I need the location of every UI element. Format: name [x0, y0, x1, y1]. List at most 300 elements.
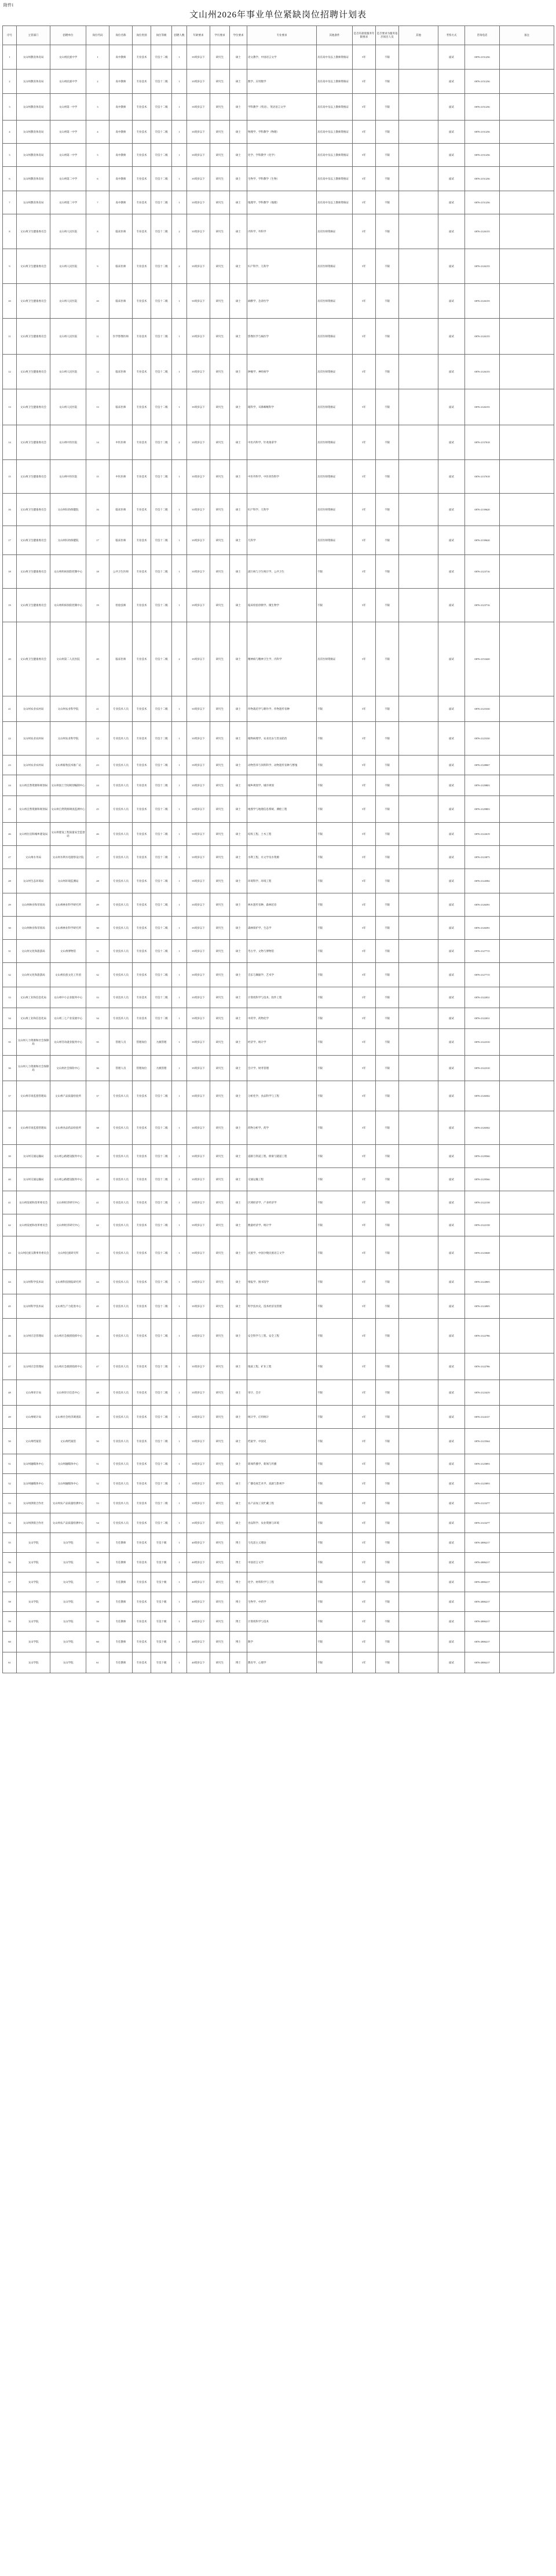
table-cell: 专技十二级	[151, 1474, 172, 1494]
table-cell: 5年	[353, 45, 376, 70]
table-cell: 专业技术人员	[109, 1191, 133, 1214]
column-header: 主管部门	[17, 26, 50, 45]
table-cell: 硕士	[230, 70, 247, 94]
table-cell: 科学技术史、技术经济及管理	[247, 1294, 317, 1319]
table-cell: 文山州自然资源和规划局	[17, 775, 50, 796]
table-cell: 35周岁以下	[187, 696, 210, 722]
table-cell: 高中教师	[109, 45, 133, 70]
table-cell: 文山州卫生健康委员会	[17, 622, 50, 696]
table-cell: 不限	[376, 823, 399, 846]
table-cell	[399, 214, 438, 249]
table-cell: 临床医师	[109, 249, 133, 284]
table-cell: 35周岁以下	[187, 1429, 210, 1454]
table-cell: 5年	[353, 526, 376, 555]
column-header: 学历要求	[210, 26, 230, 45]
table-cell: 不限	[376, 1319, 399, 1353]
table-cell: 专业技术	[133, 823, 151, 846]
table-cell: 不限	[376, 45, 399, 70]
table-cell: 文山州人民医院	[50, 249, 86, 284]
table-cell: 5年	[353, 869, 376, 893]
table-cell: 35周岁以下	[187, 1214, 210, 1236]
table-cell: 29	[3, 893, 17, 917]
table-cell: 1	[172, 460, 187, 494]
table-cell	[399, 355, 438, 389]
table-cell: 36	[3, 1056, 17, 1081]
table-cell: 0876-2139620	[465, 526, 500, 555]
table-cell	[500, 555, 554, 589]
table-body	[3, 45, 554, 1673]
table-cell: 不限	[317, 1191, 353, 1214]
table-cell: 专业技术人员	[109, 722, 133, 756]
table-cell: 38	[3, 1111, 17, 1145]
table-cell: 专技十二级	[151, 494, 172, 526]
table-cell: 中医外科学、中医骨伤科学	[247, 460, 317, 494]
table-cell: 44	[86, 1270, 109, 1294]
table-cell: 18	[3, 555, 17, 589]
table-cell: 研究生	[210, 94, 230, 121]
table-cell: 0876-2139620	[465, 494, 500, 526]
table-cell: 0876-2126155	[465, 214, 500, 249]
table-cell: 管理岗位	[133, 1056, 151, 1081]
table-cell: 专业技术	[133, 214, 151, 249]
table-cell: 不限	[317, 893, 353, 917]
table-cell: 文山州农业农村局	[17, 756, 50, 775]
table-cell: 生物学、学科教学（生物）	[247, 167, 317, 191]
table-cell: 具有医师资格证	[317, 355, 353, 389]
table-cell: 研究生	[210, 121, 230, 144]
table-cell	[399, 1081, 438, 1111]
table-cell: 专技十级	[151, 1572, 172, 1592]
table-cell: 5年	[353, 1533, 376, 1553]
table-cell: 专技十二级	[151, 460, 172, 494]
table-cell	[399, 167, 438, 191]
table-cell: 精神病与精神卫生学、内科学	[247, 622, 317, 696]
table-cell: 1	[172, 917, 187, 940]
table-cell: 专任教师	[109, 1612, 133, 1632]
table-cell: 面试	[438, 1612, 465, 1632]
table-cell: 0876-2126502	[465, 1111, 500, 1145]
table-cell: 35周岁以下	[187, 1494, 210, 1513]
table-cell: 文山学院	[17, 1533, 50, 1553]
table-cell: 文山州农产品质量检测中心	[50, 1494, 86, 1513]
table-cell: 59	[3, 1612, 17, 1632]
table-row	[3, 1494, 554, 1513]
table-cell	[500, 796, 554, 823]
table-cell: 5年	[353, 1572, 376, 1592]
table-cell: 不限	[376, 1056, 399, 1081]
table-cell: 不限	[317, 1081, 353, 1111]
table-cell: 5	[3, 144, 17, 167]
table-cell: 研究生	[210, 1592, 230, 1612]
table-cell: 硕士	[230, 555, 247, 589]
table-cell: 40周岁以下	[187, 1572, 210, 1592]
table-cell: 临床医师	[109, 389, 133, 425]
table-cell: 硕士	[230, 893, 247, 917]
table-cell: 35周岁以下	[187, 70, 210, 94]
table-cell: 文山州卫生健康委员会	[17, 319, 50, 355]
table-cell	[500, 191, 554, 214]
table-row	[3, 940, 554, 963]
table-cell: 58	[86, 1592, 109, 1612]
table-cell: 高中教师	[109, 191, 133, 214]
table-cell: 不限	[376, 94, 399, 121]
table-cell: 文山州科学技术局	[17, 1270, 50, 1294]
table-cell: 文山州生产力促进中心	[50, 1294, 86, 1319]
table-cell: 0876-2122310	[465, 1056, 500, 1081]
table-cell: 不限	[376, 775, 399, 796]
table-cell	[399, 70, 438, 94]
table-cell: 面试	[438, 846, 465, 869]
table-cell: 城乡规划学、城市规划	[247, 775, 317, 796]
table-cell: 流行病与卫生统计学、公共卫生	[247, 555, 317, 589]
table-cell: 1	[172, 45, 187, 70]
table-cell: 研究生	[210, 1111, 230, 1145]
table-cell: 不限	[376, 622, 399, 696]
table-cell: 专技十二级	[151, 589, 172, 622]
table-cell	[399, 1429, 438, 1454]
table-cell: 研究生	[210, 940, 230, 963]
table-cell	[500, 94, 554, 121]
table-cell: 0876-2122031	[465, 987, 500, 1008]
table-cell: 不限	[376, 144, 399, 167]
table-cell: 教育学、心理学	[247, 1652, 317, 1673]
table-cell: 动物营养与饲料科学、动物遗传育种与繁殖	[247, 756, 317, 775]
table-cell: 专业技术	[133, 917, 151, 940]
table-cell: 35周岁以下	[187, 893, 210, 917]
table-cell: 1	[172, 1029, 187, 1056]
table-cell: 文山州建设工程质量安全监督站	[50, 823, 86, 846]
table-row	[3, 45, 554, 70]
table-cell: 文山州水利水电勘察设计院	[50, 846, 86, 869]
table-cell	[500, 1319, 554, 1353]
table-cell	[399, 526, 438, 555]
table-cell	[399, 589, 438, 622]
table-cell: 33	[86, 987, 109, 1008]
table-cell: 0876-2124905	[465, 1294, 500, 1319]
table-cell: 19	[86, 589, 109, 622]
table-cell: 0876-2151256	[465, 121, 500, 144]
table-cell	[399, 1008, 438, 1029]
table-cell: 不限	[376, 846, 399, 869]
table-cell: 0876-2886217	[465, 1533, 500, 1553]
table-cell	[500, 1056, 554, 1081]
table-cell: 不限	[317, 722, 353, 756]
table-cell: 具有医师资格证	[317, 526, 353, 555]
table-cell: 50	[3, 1429, 17, 1454]
table-cell: 硕士	[230, 696, 247, 722]
table-cell: 研究生	[210, 45, 230, 70]
table-cell: 面试	[438, 1353, 465, 1380]
table-cell: 4	[86, 121, 109, 144]
table-row	[3, 1008, 554, 1029]
table-cell: 中医内科学、针灸推拿学	[247, 425, 317, 460]
table-cell: 面试	[438, 1168, 465, 1191]
table-cell: 3	[3, 94, 17, 121]
table-cell: 面试	[438, 1572, 465, 1592]
table-cell: 文山州教育体育局	[17, 144, 50, 167]
table-cell: 面试	[438, 622, 465, 696]
table-cell: 硕士	[230, 1270, 247, 1294]
table-cell: 硕士	[230, 1191, 247, 1214]
table-cell: 博士	[230, 1572, 247, 1592]
table-cell: 1	[172, 775, 187, 796]
table-cell: 5年	[353, 1270, 376, 1294]
table-cell	[399, 1612, 438, 1632]
table-cell: 专技十二级	[151, 94, 172, 121]
table-cell: 妇产科学、儿科学	[247, 494, 317, 526]
table-cell	[399, 1380, 438, 1406]
table-cell: 计算机科学与技术	[247, 1612, 317, 1632]
table-cell: 文山学院	[50, 1572, 86, 1592]
table-cell: 文山学院	[50, 1553, 86, 1572]
table-cell: 专业技术	[133, 1553, 151, 1572]
table-cell: 不限	[317, 1592, 353, 1612]
table-cell: 专业技术	[133, 940, 151, 963]
table-cell: 具有高中及以上教师资格证	[317, 167, 353, 191]
table-cell: 1	[172, 1111, 187, 1145]
table-cell: 专任教师	[109, 1652, 133, 1673]
table-cell	[500, 425, 554, 460]
table-cell: 文山州应急救援指挥中心	[50, 1319, 86, 1353]
table-cell: 30	[3, 917, 17, 940]
table-cell: 专业技术人员	[109, 775, 133, 796]
table-cell: 专业技术	[133, 1319, 151, 1353]
table-cell: 41	[86, 1191, 109, 1214]
table-cell	[399, 1533, 438, 1553]
table-cell: 0876-2125893	[465, 1474, 500, 1494]
table-row	[3, 869, 554, 893]
table-cell: 研究生	[210, 1553, 230, 1572]
table-cell: 化学、学科教学（化学）	[247, 144, 317, 167]
table-cell: 31	[3, 940, 17, 963]
table-cell: 13	[3, 389, 17, 425]
table-cell: 1	[172, 167, 187, 191]
table-cell: 学科教学（英语）、英语语言文学	[247, 94, 317, 121]
table-cell: 45	[86, 1294, 109, 1319]
table-cell: 35周岁以下	[187, 249, 210, 284]
table-cell: 硕士	[230, 249, 247, 284]
table-cell: 1	[172, 526, 187, 555]
table-cell: 面试	[438, 1294, 465, 1319]
table-cell: 5年	[353, 1652, 376, 1673]
table-cell: 专技十二级	[151, 167, 172, 191]
column-header: 招聘人数	[172, 26, 187, 45]
table-cell	[399, 425, 438, 460]
table-cell: 临床检验诊断学、微生物学	[247, 589, 317, 622]
table-cell: 21	[3, 696, 17, 722]
table-cell: 专技十二级	[151, 1081, 172, 1111]
table-cell: 面试	[438, 1319, 465, 1353]
table-row	[3, 1429, 554, 1454]
column-header: 学位要求	[230, 26, 247, 45]
table-cell: 文山州产品质量检验所	[50, 1081, 86, 1111]
table-cell: 专业技术人员	[109, 756, 133, 775]
table-cell: 0876-2122310	[465, 1029, 500, 1056]
table-cell: 1	[172, 1191, 187, 1214]
table-row	[3, 1294, 554, 1319]
table-cell: 不限	[376, 1513, 399, 1533]
table-cell: 专业技术人员	[109, 1380, 133, 1406]
table-cell: 不限	[376, 1406, 399, 1429]
table-cell: 35周岁以下	[187, 756, 210, 775]
table-cell: 文山州民族文化工作团	[50, 963, 86, 987]
table-cell: 40周岁以下	[187, 1632, 210, 1652]
table-cell: 研究生	[210, 1214, 230, 1236]
table-cell: 农产品加工及贮藏工程	[247, 1494, 317, 1513]
table-row	[3, 144, 554, 167]
table-cell: 面试	[438, 1214, 465, 1236]
table-cell: 文山州卫生健康委员会	[17, 249, 50, 284]
table-cell: 5年	[353, 940, 376, 963]
table-cell: 不限	[317, 823, 353, 846]
table-cell: 0876-2886217	[465, 1572, 500, 1592]
table-cell: 文山州妇幼保健院	[50, 494, 86, 526]
table-cell: 专任教师	[109, 1632, 133, 1652]
table-cell: 森林保护学、生态学	[247, 917, 317, 940]
table-cell: 硕士	[230, 775, 247, 796]
table-cell: 硕士	[230, 1214, 247, 1236]
table-cell: 文山州工业和信息化局	[17, 1008, 50, 1029]
table-cell: 专业技术	[133, 121, 151, 144]
table-cell: 研究生	[210, 1429, 230, 1454]
table-cell: 硕士	[230, 1029, 247, 1056]
table-cell: 37	[3, 1081, 17, 1111]
table-cell: 不限	[376, 355, 399, 389]
table-cell: 1	[172, 589, 187, 622]
table-cell: 专业技术	[133, 1429, 151, 1454]
table-cell: 5年	[353, 319, 376, 355]
table-cell: 不限	[317, 1572, 353, 1592]
table-cell: 文山州环境监测站	[50, 869, 86, 893]
table-cell: 5年	[353, 987, 376, 1008]
table-cell: 40周岁以下	[187, 1553, 210, 1572]
table-cell: 35周岁以下	[187, 775, 210, 796]
table-cell	[500, 622, 554, 696]
table-cell: 1	[172, 1454, 187, 1474]
table-cell: 2	[172, 622, 187, 696]
table-row	[3, 775, 554, 796]
table-row	[3, 1056, 554, 1081]
table-cell: 硕士	[230, 1056, 247, 1081]
table-cell: 1	[172, 191, 187, 214]
table-cell	[500, 355, 554, 389]
table-cell: 50	[86, 1429, 109, 1454]
table-cell: 文山学院	[17, 1592, 50, 1612]
table-cell: 1	[172, 1592, 187, 1612]
table-cell: 不限	[376, 589, 399, 622]
header-row	[3, 26, 554, 45]
table-cell: 具有医师资格证	[317, 622, 353, 696]
table-cell: 1	[172, 1474, 187, 1494]
table-cell: 5年	[353, 1111, 376, 1145]
table-row	[3, 389, 554, 425]
table-cell: 不限	[317, 1612, 353, 1632]
table-cell: 文山州林业科学研究所	[50, 917, 86, 940]
table-cell: 专业技术	[133, 1454, 151, 1474]
table-cell: 2	[3, 70, 17, 94]
table-cell: 46	[86, 1319, 109, 1353]
table-cell: 专业技术	[133, 460, 151, 494]
table-cell: 5年	[353, 1380, 376, 1406]
table-cell: 民族学、中国少数民族语言文学	[247, 1236, 317, 1270]
table-cell: 不限	[376, 1145, 399, 1168]
table-cell: 1	[3, 45, 17, 70]
table-cell: 1	[172, 796, 187, 823]
table-cell: 30	[86, 917, 109, 940]
table-cell	[399, 460, 438, 494]
table-cell: 文山州生态环境局	[17, 869, 50, 893]
table-cell: 博士	[230, 1632, 247, 1652]
table-cell: 40	[86, 1168, 109, 1191]
table-row	[3, 722, 554, 756]
table-cell: 研究生	[210, 1081, 230, 1111]
table-cell: 不限	[376, 1168, 399, 1191]
table-cell: 研究生	[210, 846, 230, 869]
table-cell	[500, 1429, 554, 1454]
table-cell: 0876-2126391	[465, 917, 500, 940]
table-cell: 专技十二级	[151, 121, 172, 144]
table-cell: 专技十二级	[151, 389, 172, 425]
table-cell: 研究生	[210, 1572, 230, 1592]
table-cell: 专业技术	[133, 1513, 151, 1533]
table-cell: 专技十二级	[151, 775, 172, 796]
table-cell: 不限	[376, 121, 399, 144]
table-cell: 专业技术	[133, 191, 151, 214]
table-cell	[500, 846, 554, 869]
table-cell: 61	[3, 1652, 17, 1673]
table-cell: 0876-2886217	[465, 1553, 500, 1572]
table-cell: 不限	[317, 963, 353, 987]
table-cell: 硕士	[230, 756, 247, 775]
table-cell: 43	[86, 1236, 109, 1270]
table-cell: 1	[172, 1008, 187, 1029]
table-cell: 面试	[438, 526, 465, 555]
table-cell: 文山州统计局	[17, 1406, 50, 1429]
table-row	[3, 1214, 554, 1236]
table-cell	[500, 460, 554, 494]
table-cell: 物理学、学科教学（物理）	[247, 121, 317, 144]
table-row	[3, 1111, 554, 1145]
table-cell: 专业技术	[133, 1191, 151, 1214]
table-row	[3, 1145, 554, 1168]
table-cell: 文山州应急管理局	[17, 1353, 50, 1380]
table-cell: 专技十二级	[151, 1494, 172, 1513]
table-cell: 文山州国土空间规划编制中心	[50, 775, 86, 796]
table-cell: 研究生	[210, 917, 230, 940]
table-cell: 35周岁以下	[187, 1168, 210, 1191]
table-cell: 不限	[376, 756, 399, 775]
table-cell: 面试	[438, 1592, 465, 1612]
table-cell: 研究生	[210, 1353, 230, 1380]
table-cell: 专业技术人员	[109, 940, 133, 963]
table-cell: 5年	[353, 1353, 376, 1380]
table-cell: 0876-2123875	[465, 846, 500, 869]
table-cell: 研究生	[210, 70, 230, 94]
table-cell: 文山州农产品质量检测中心	[50, 1513, 86, 1533]
table-cell: 专业技术人员	[109, 1008, 133, 1029]
table-cell: 会计学、财务管理	[247, 1056, 317, 1081]
table-cell: 具有医师资格证	[317, 425, 353, 460]
table-cell: 不限	[376, 1111, 399, 1145]
table-row	[3, 1236, 554, 1270]
table-cell: 林木遗传育种、森林培育	[247, 893, 317, 917]
table-cell: 专业技术	[133, 1652, 151, 1673]
table-cell: 文山州教育体育局	[17, 191, 50, 214]
column-header: 岗位等级	[151, 26, 172, 45]
table-cell	[399, 494, 438, 526]
table-cell: 文山州公路建设服务中心	[50, 1145, 86, 1168]
table-cell: 5年	[353, 1612, 376, 1632]
